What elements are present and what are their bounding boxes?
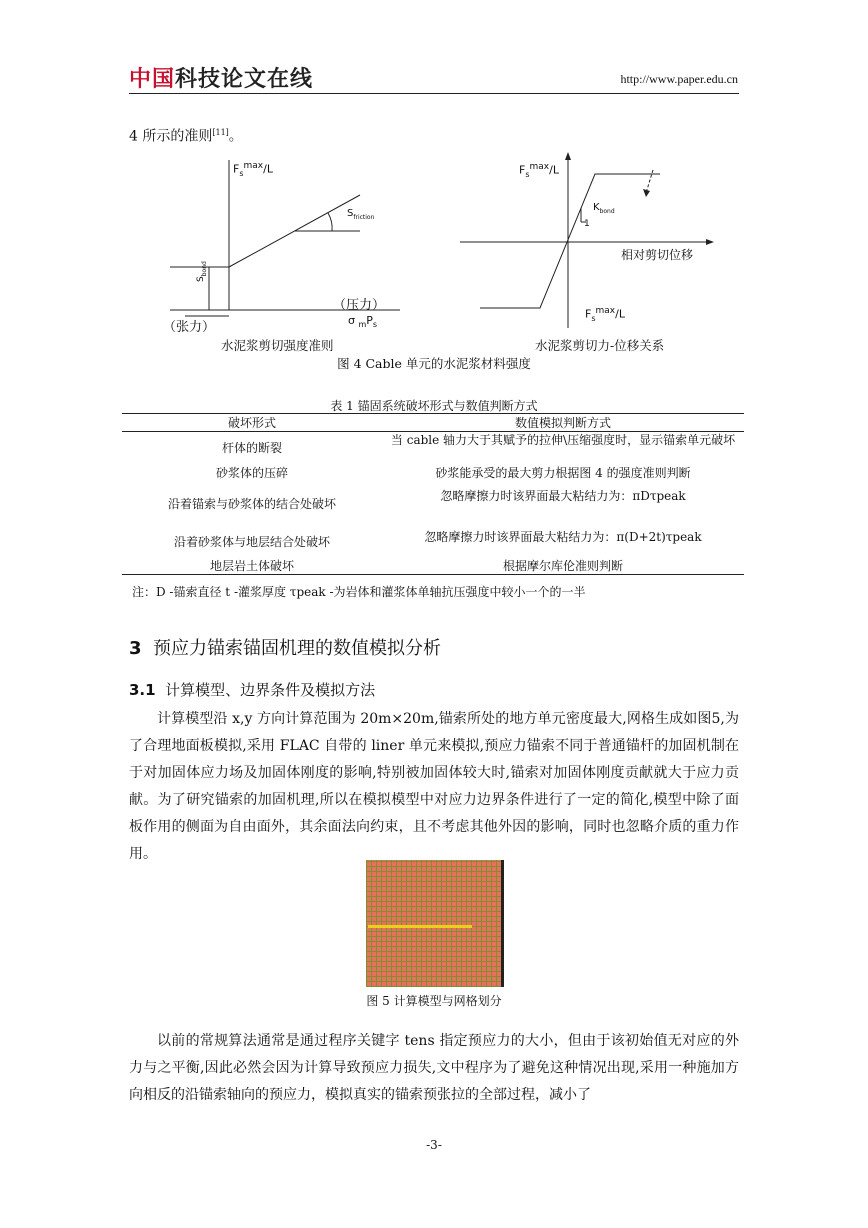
page-number: -3- xyxy=(426,1138,442,1152)
citation-ref: [11] xyxy=(212,128,229,137)
table1-header-rule xyxy=(122,431,744,432)
table-cell: 砂浆能承受的最大剪力根据图 4 的强度准则判断 xyxy=(435,466,691,480)
tension-label: （张力） xyxy=(163,320,216,335)
table-header: 破坏形式 xyxy=(227,416,276,430)
mesh-model-image xyxy=(366,860,504,987)
table1-header-row xyxy=(122,414,744,431)
table-cell: 沿着锚索与砂浆体的结合处破坏 xyxy=(167,497,336,511)
section-3-heading: 3 预应力锚索锚固机理的数值模拟分析 xyxy=(129,638,441,659)
k-bond-label: $K_{bond}$ xyxy=(593,202,615,215)
table1-note: 注：D -锚索直径 t -灌浆厚度 τpeak -为岩体和灌浆体单轴抗压强度中较小一个的一半 xyxy=(132,585,586,599)
table1-bottom-rule xyxy=(122,574,744,575)
paragraph-1: 计算模型沿 x,y 方向计算范围为 20m×20m,锚索所处的地方单元密度最大,网格生成如图5,为了合理地面板模拟,采用 FLAC 自带的 liner 单元来模拟,预应力锚索不同于普通锚杆的加固机制在于对加固体应力场及加固体刚度的影响,特别被加固体较大时,锚索对加固体刚度贡献就大于应力贡献。为了研究锚索的加固机理,所以在模拟模型中对应力边界条件进行了一定的简化,模型中除了面板作用的侧面为自由面外，其余面法向约束，且不考虑其他外因的影响，同时也忽略介质的重力作用。 xyxy=(129,711,739,862)
table-cell: 地层岩土体破坏 xyxy=(209,559,294,573)
table-cell: 沿着砂浆体与地层结合处破坏 xyxy=(173,535,330,549)
figure4-right-caption: 水泥浆剪切力-位移关系 xyxy=(535,338,665,353)
right-x-axis-label: 相对剪切位移 xyxy=(621,248,694,262)
table-cell: 砂浆体的压碎 xyxy=(215,466,288,480)
table1-caption: 表 1 锚固系统破坏形式与数值判断方式 xyxy=(330,399,538,413)
friction-slope-label: $S_{friction}$ xyxy=(347,208,375,221)
figure4-caption: 图 4 Cable 单元的水泥浆材料强度 xyxy=(337,356,531,371)
right-neg-axis-label: $F_s^{max}/L$ xyxy=(585,306,625,323)
intro-line: 4 所示的准则[11]。 xyxy=(129,128,243,145)
header-rule xyxy=(129,93,739,94)
compression-label: （压力） xyxy=(333,298,386,313)
table-cell: 当 cable 轴力大于其赋予的拉伸\压缩强度时，显示锚索单元破坏 xyxy=(390,433,736,447)
figure5-caption: 图 5 计算模型与网格划分 xyxy=(366,994,502,1008)
table-cell: 杆体的断裂 xyxy=(221,440,282,455)
journal-logo: 中国科技论文在线 xyxy=(129,67,314,92)
table-cell: 忽略摩擦力时该界面最大粘结力为：π(D+2t)τpeak xyxy=(424,530,702,544)
left-x-axis-label: σ $_mP_s$ xyxy=(348,314,378,330)
figure4-left-caption: 水泥浆剪切强度准则 xyxy=(221,338,334,353)
table1 xyxy=(122,414,744,431)
paragraph-2: 以前的常规算法通常是通过程序关键字 tens 指定预应力的大小，但由于该初始值无对应的外力与之平衡,因此必然会因为计算导致预应力损失,文中程序为了避免这种情况出现,采用一种施加方向相反的沿锚索轴向的预应力，模拟真实的锚索预张拉的全部过程，减小了 xyxy=(129,1033,739,1103)
slope-unit-label: 1 xyxy=(584,219,590,229)
table-cell: 根据摩尔库伦准则判断 xyxy=(502,559,623,573)
header-url[interactable]: http://www.paper.edu.cn xyxy=(620,72,738,86)
section-3-1-heading: 3.1 计算模型、边界条件及模拟方法 xyxy=(129,681,376,699)
right-y-axis-label: $F_s^{max}/L$ xyxy=(519,162,559,179)
table-cell: 忽略摩擦力时该界面最大粘结力为：πDτpeak xyxy=(440,489,686,503)
cable-element-line xyxy=(368,925,472,928)
left-y-axis-label: $F_s^{max}/L$ xyxy=(233,161,273,178)
bond-label: $S_{bond}$ xyxy=(196,261,208,282)
table-header: 数值模拟判断方式 xyxy=(514,416,611,430)
